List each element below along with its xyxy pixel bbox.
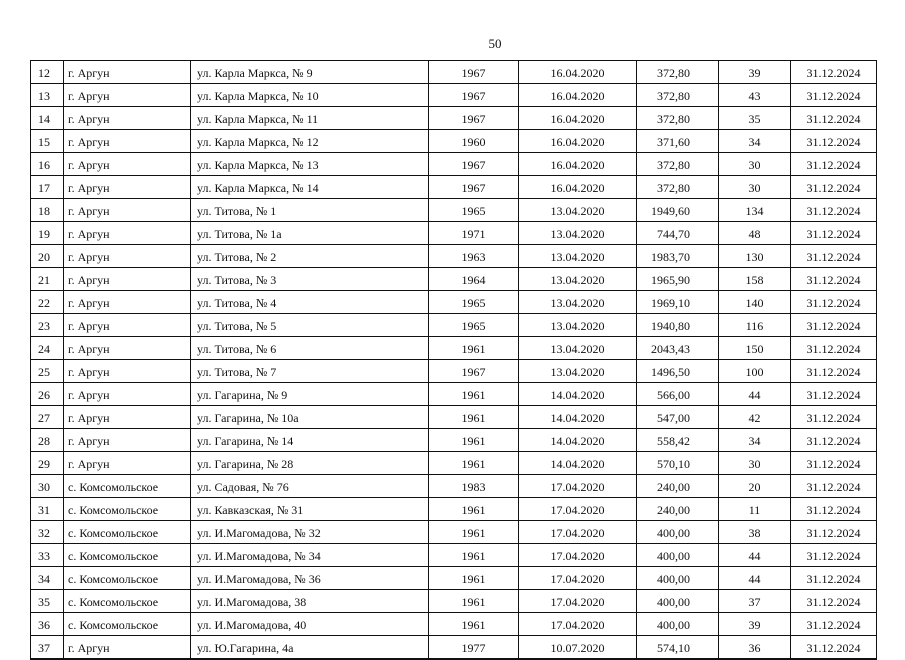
settlement-cell: г. Аргун bbox=[64, 153, 191, 176]
table-row bbox=[31, 222, 877, 245]
address-cell: ул. Карла Маркса, № 14 bbox=[191, 176, 429, 199]
row-number-cell: 14 bbox=[31, 107, 64, 130]
area-cell: 400,00 bbox=[637, 521, 719, 544]
construction-year-cell: 1961 bbox=[429, 452, 519, 475]
address-cell: ул. Карла Маркса, № 13 bbox=[191, 153, 429, 176]
survey-date-cell: 17.04.2020 bbox=[519, 613, 637, 636]
settlement-cell: г. Аргун bbox=[64, 406, 191, 429]
address-cell: ул. И.Магомадова, № 36 bbox=[191, 567, 429, 590]
table-row bbox=[31, 84, 877, 107]
survey-date-cell: 14.04.2020 bbox=[519, 429, 637, 452]
address-cell: ул. Титова, № 3 bbox=[191, 268, 429, 291]
survey-date-cell: 10.07.2020 bbox=[519, 636, 637, 660]
deadline-cell: 31.12.2024 bbox=[791, 84, 877, 107]
row-number-cell: 28 bbox=[31, 429, 64, 452]
deadline-cell: 31.12.2024 bbox=[791, 452, 877, 475]
area-cell: 1969,10 bbox=[637, 291, 719, 314]
survey-date-cell: 17.04.2020 bbox=[519, 544, 637, 567]
area-cell: 1949,60 bbox=[637, 199, 719, 222]
table-row bbox=[31, 130, 877, 153]
address-cell: ул. Карла Маркса, № 9 bbox=[191, 61, 429, 84]
settlement-cell: г. Аргун bbox=[64, 61, 191, 84]
row-number-cell: 29 bbox=[31, 452, 64, 475]
residents-count-cell: 37 bbox=[719, 590, 791, 613]
address-cell: ул. И.Магомадова, № 32 bbox=[191, 521, 429, 544]
table-row bbox=[31, 176, 877, 199]
settlement-cell: с. Комсомольское bbox=[64, 613, 191, 636]
survey-date-cell: 16.04.2020 bbox=[519, 61, 637, 84]
deadline-cell: 31.12.2024 bbox=[791, 636, 877, 660]
residents-count-cell: 130 bbox=[719, 245, 791, 268]
deadline-cell: 31.12.2024 bbox=[791, 475, 877, 498]
area-cell: 372,80 bbox=[637, 107, 719, 130]
address-cell: ул. Титова, № 1а bbox=[191, 222, 429, 245]
settlement-cell: с. Комсомольское bbox=[64, 590, 191, 613]
address-cell: ул. Гагарина, № 9 bbox=[191, 383, 429, 406]
construction-year-cell: 1967 bbox=[429, 84, 519, 107]
survey-date-cell: 17.04.2020 bbox=[519, 498, 637, 521]
construction-year-cell: 1961 bbox=[429, 590, 519, 613]
construction-year-cell: 1960 bbox=[429, 130, 519, 153]
table-row bbox=[31, 245, 877, 268]
table-row bbox=[31, 452, 877, 475]
survey-date-cell: 16.04.2020 bbox=[519, 84, 637, 107]
residents-count-cell: 116 bbox=[719, 314, 791, 337]
deadline-cell: 31.12.2024 bbox=[791, 429, 877, 452]
survey-date-cell: 13.04.2020 bbox=[519, 222, 637, 245]
survey-date-cell: 13.04.2020 bbox=[519, 360, 637, 383]
area-cell: 400,00 bbox=[637, 590, 719, 613]
area-cell: 547,00 bbox=[637, 406, 719, 429]
survey-date-cell: 13.04.2020 bbox=[519, 314, 637, 337]
deadline-cell: 31.12.2024 bbox=[791, 567, 877, 590]
address-cell: ул. Гагарина, № 14 bbox=[191, 429, 429, 452]
area-cell: 1983,70 bbox=[637, 245, 719, 268]
table-row bbox=[31, 636, 877, 660]
survey-date-cell: 17.04.2020 bbox=[519, 567, 637, 590]
residents-count-cell: 134 bbox=[719, 199, 791, 222]
construction-year-cell: 1963 bbox=[429, 245, 519, 268]
deadline-cell: 31.12.2024 bbox=[791, 61, 877, 84]
residents-count-cell: 36 bbox=[719, 636, 791, 660]
row-number-cell: 12 bbox=[31, 61, 64, 84]
area-cell: 2043,43 bbox=[637, 337, 719, 360]
settlement-cell: с. Комсомольское bbox=[64, 521, 191, 544]
address-cell: ул. Титова, № 1 bbox=[191, 199, 429, 222]
deadline-cell: 31.12.2024 bbox=[791, 383, 877, 406]
area-cell: 566,00 bbox=[637, 383, 719, 406]
area-cell: 574,10 bbox=[637, 636, 719, 660]
row-number-cell: 21 bbox=[31, 268, 64, 291]
table-body bbox=[31, 61, 877, 660]
settlement-cell: г. Аргун bbox=[64, 636, 191, 660]
row-number-cell: 31 bbox=[31, 498, 64, 521]
residents-count-cell: 140 bbox=[719, 291, 791, 314]
row-number-cell: 19 bbox=[31, 222, 64, 245]
residents-count-cell: 44 bbox=[719, 383, 791, 406]
survey-date-cell: 17.04.2020 bbox=[519, 521, 637, 544]
row-number-cell: 34 bbox=[31, 567, 64, 590]
deadline-cell: 31.12.2024 bbox=[791, 406, 877, 429]
construction-year-cell: 1967 bbox=[429, 107, 519, 130]
table-row bbox=[31, 199, 877, 222]
table-row bbox=[31, 360, 877, 383]
construction-year-cell: 1977 bbox=[429, 636, 519, 660]
deadline-cell: 31.12.2024 bbox=[791, 130, 877, 153]
table-row bbox=[31, 268, 877, 291]
construction-year-cell: 1964 bbox=[429, 268, 519, 291]
table-row bbox=[31, 429, 877, 452]
row-number-cell: 23 bbox=[31, 314, 64, 337]
construction-year-cell: 1961 bbox=[429, 544, 519, 567]
residents-count-cell: 11 bbox=[719, 498, 791, 521]
row-number-cell: 17 bbox=[31, 176, 64, 199]
settlement-cell: г. Аргун bbox=[64, 84, 191, 107]
survey-date-cell: 17.04.2020 bbox=[519, 590, 637, 613]
address-cell: ул. Титова, № 5 bbox=[191, 314, 429, 337]
row-number-cell: 35 bbox=[31, 590, 64, 613]
deadline-cell: 31.12.2024 bbox=[791, 268, 877, 291]
table-row bbox=[31, 337, 877, 360]
settlement-cell: г. Аргун bbox=[64, 199, 191, 222]
row-number-cell: 33 bbox=[31, 544, 64, 567]
table-row bbox=[31, 314, 877, 337]
row-number-cell: 16 bbox=[31, 153, 64, 176]
deadline-cell: 31.12.2024 bbox=[791, 314, 877, 337]
construction-year-cell: 1965 bbox=[429, 314, 519, 337]
survey-date-cell: 17.04.2020 bbox=[519, 475, 637, 498]
table-row bbox=[31, 61, 877, 84]
settlement-cell: с. Комсомольское bbox=[64, 567, 191, 590]
table-row bbox=[31, 613, 877, 636]
survey-date-cell: 13.04.2020 bbox=[519, 268, 637, 291]
residents-count-cell: 30 bbox=[719, 452, 791, 475]
construction-year-cell: 1983 bbox=[429, 475, 519, 498]
row-number-cell: 13 bbox=[31, 84, 64, 107]
area-cell: 1496,50 bbox=[637, 360, 719, 383]
area-cell: 372,80 bbox=[637, 61, 719, 84]
construction-year-cell: 1967 bbox=[429, 360, 519, 383]
row-number-cell: 37 bbox=[31, 636, 64, 660]
deadline-cell: 31.12.2024 bbox=[791, 613, 877, 636]
residents-count-cell: 34 bbox=[719, 130, 791, 153]
row-number-cell: 22 bbox=[31, 291, 64, 314]
row-number-cell: 27 bbox=[31, 406, 64, 429]
address-cell: ул. И.Магомадова, 40 bbox=[191, 613, 429, 636]
deadline-cell: 31.12.2024 bbox=[791, 153, 877, 176]
settlement-cell: г. Аргун bbox=[64, 452, 191, 475]
residents-count-cell: 44 bbox=[719, 567, 791, 590]
construction-year-cell: 1961 bbox=[429, 498, 519, 521]
survey-date-cell: 14.04.2020 bbox=[519, 383, 637, 406]
residents-count-cell: 39 bbox=[719, 613, 791, 636]
table-row bbox=[31, 383, 877, 406]
construction-year-cell: 1961 bbox=[429, 567, 519, 590]
area-cell: 570,10 bbox=[637, 452, 719, 475]
deadline-cell: 31.12.2024 bbox=[791, 360, 877, 383]
settlement-cell: г. Аргун bbox=[64, 245, 191, 268]
deadline-cell: 31.12.2024 bbox=[791, 291, 877, 314]
construction-year-cell: 1961 bbox=[429, 613, 519, 636]
row-number-cell: 20 bbox=[31, 245, 64, 268]
address-cell: ул. Карла Маркса, № 12 bbox=[191, 130, 429, 153]
address-cell: ул. Гагарина, № 28 bbox=[191, 452, 429, 475]
area-cell: 372,80 bbox=[637, 84, 719, 107]
residents-count-cell: 44 bbox=[719, 544, 791, 567]
table-row bbox=[31, 153, 877, 176]
page-number: 50 bbox=[488, 36, 502, 51]
table-row bbox=[31, 567, 877, 590]
residents-count-cell: 30 bbox=[719, 153, 791, 176]
address-cell: ул. Титова, № 4 bbox=[191, 291, 429, 314]
settlement-cell: г. Аргун bbox=[64, 176, 191, 199]
address-cell: ул. Титова, № 7 bbox=[191, 360, 429, 383]
survey-date-cell: 13.04.2020 bbox=[519, 199, 637, 222]
area-cell: 1965,90 bbox=[637, 268, 719, 291]
settlement-cell: с. Комсомольское bbox=[64, 544, 191, 567]
row-number-cell: 26 bbox=[31, 383, 64, 406]
settlement-cell: г. Аргун bbox=[64, 337, 191, 360]
address-cell: ул. И.Магомадова, № 34 bbox=[191, 544, 429, 567]
address-cell: ул. Карла Маркса, № 11 bbox=[191, 107, 429, 130]
residents-count-cell: 42 bbox=[719, 406, 791, 429]
deadline-cell: 31.12.2024 bbox=[791, 498, 877, 521]
survey-date-cell: 14.04.2020 bbox=[519, 452, 637, 475]
area-cell: 744,70 bbox=[637, 222, 719, 245]
table-row bbox=[31, 544, 877, 567]
area-cell: 372,80 bbox=[637, 153, 719, 176]
residents-count-cell: 39 bbox=[719, 61, 791, 84]
deadline-cell: 31.12.2024 bbox=[791, 245, 877, 268]
row-number-cell: 15 bbox=[31, 130, 64, 153]
construction-year-cell: 1961 bbox=[429, 429, 519, 452]
construction-year-cell: 1967 bbox=[429, 61, 519, 84]
row-number-cell: 24 bbox=[31, 337, 64, 360]
construction-year-cell: 1961 bbox=[429, 521, 519, 544]
table-row bbox=[31, 291, 877, 314]
residents-count-cell: 150 bbox=[719, 337, 791, 360]
settlement-cell: с. Комсомольское bbox=[64, 498, 191, 521]
deadline-cell: 31.12.2024 bbox=[791, 199, 877, 222]
residents-count-cell: 100 bbox=[719, 360, 791, 383]
settlement-cell: с. Комсомольское bbox=[64, 475, 191, 498]
table-row bbox=[31, 406, 877, 429]
residents-count-cell: 158 bbox=[719, 268, 791, 291]
residents-count-cell: 38 bbox=[719, 521, 791, 544]
deadline-cell: 31.12.2024 bbox=[791, 590, 877, 613]
table-row bbox=[31, 475, 877, 498]
area-cell: 240,00 bbox=[637, 498, 719, 521]
construction-year-cell: 1971 bbox=[429, 222, 519, 245]
settlement-cell: г. Аргун bbox=[64, 429, 191, 452]
address-cell: ул. Ю.Гагарина, 4а bbox=[191, 636, 429, 660]
construction-year-cell: 1965 bbox=[429, 291, 519, 314]
row-number-cell: 30 bbox=[31, 475, 64, 498]
settlement-cell: г. Аргун bbox=[64, 383, 191, 406]
table-row bbox=[31, 498, 877, 521]
construction-year-cell: 1967 bbox=[429, 153, 519, 176]
residents-count-cell: 20 bbox=[719, 475, 791, 498]
address-cell: ул. Садовая, № 76 bbox=[191, 475, 429, 498]
housing-registry-table bbox=[30, 60, 877, 660]
area-cell: 372,80 bbox=[637, 176, 719, 199]
address-cell: ул. Карла Маркса, № 10 bbox=[191, 84, 429, 107]
construction-year-cell: 1961 bbox=[429, 383, 519, 406]
deadline-cell: 31.12.2024 bbox=[791, 544, 877, 567]
residents-count-cell: 35 bbox=[719, 107, 791, 130]
settlement-cell: г. Аргун bbox=[64, 130, 191, 153]
deadline-cell: 31.12.2024 bbox=[791, 222, 877, 245]
area-cell: 240,00 bbox=[637, 475, 719, 498]
address-cell: ул. Гагарина, № 10а bbox=[191, 406, 429, 429]
settlement-cell: г. Аргун bbox=[64, 360, 191, 383]
deadline-cell: 31.12.2024 bbox=[791, 107, 877, 130]
table-row bbox=[31, 590, 877, 613]
row-number-cell: 32 bbox=[31, 521, 64, 544]
area-cell: 558,42 bbox=[637, 429, 719, 452]
area-cell: 371,60 bbox=[637, 130, 719, 153]
deadline-cell: 31.12.2024 bbox=[791, 176, 877, 199]
survey-date-cell: 13.04.2020 bbox=[519, 245, 637, 268]
construction-year-cell: 1961 bbox=[429, 406, 519, 429]
area-cell: 400,00 bbox=[637, 613, 719, 636]
settlement-cell: г. Аргун bbox=[64, 291, 191, 314]
area-cell: 1940,80 bbox=[637, 314, 719, 337]
row-number-cell: 18 bbox=[31, 199, 64, 222]
survey-date-cell: 14.04.2020 bbox=[519, 406, 637, 429]
construction-year-cell: 1961 bbox=[429, 337, 519, 360]
settlement-cell: г. Аргун bbox=[64, 268, 191, 291]
table-row bbox=[31, 521, 877, 544]
deadline-cell: 31.12.2024 bbox=[791, 521, 877, 544]
survey-date-cell: 16.04.2020 bbox=[519, 107, 637, 130]
address-cell: ул. Кавказская, № 31 bbox=[191, 498, 429, 521]
survey-date-cell: 13.04.2020 bbox=[519, 337, 637, 360]
table-row bbox=[31, 107, 877, 130]
area-cell: 400,00 bbox=[637, 567, 719, 590]
address-cell: ул. Титова, № 2 bbox=[191, 245, 429, 268]
survey-date-cell: 16.04.2020 bbox=[519, 176, 637, 199]
residents-count-cell: 34 bbox=[719, 429, 791, 452]
residents-count-cell: 43 bbox=[719, 84, 791, 107]
survey-date-cell: 16.04.2020 bbox=[519, 153, 637, 176]
settlement-cell: г. Аргун bbox=[64, 314, 191, 337]
address-cell: ул. Титова, № 6 bbox=[191, 337, 429, 360]
survey-date-cell: 13.04.2020 bbox=[519, 291, 637, 314]
residents-count-cell: 48 bbox=[719, 222, 791, 245]
area-cell: 400,00 bbox=[637, 544, 719, 567]
address-cell: ул. И.Магомадова, 38 bbox=[191, 590, 429, 613]
settlement-cell: г. Аргун bbox=[64, 222, 191, 245]
construction-year-cell: 1965 bbox=[429, 199, 519, 222]
survey-date-cell: 16.04.2020 bbox=[519, 130, 637, 153]
construction-year-cell: 1967 bbox=[429, 176, 519, 199]
settlement-cell: г. Аргун bbox=[64, 107, 191, 130]
row-number-cell: 36 bbox=[31, 613, 64, 636]
residents-count-cell: 30 bbox=[719, 176, 791, 199]
row-number-cell: 25 bbox=[31, 360, 64, 383]
deadline-cell: 31.12.2024 bbox=[791, 337, 877, 360]
